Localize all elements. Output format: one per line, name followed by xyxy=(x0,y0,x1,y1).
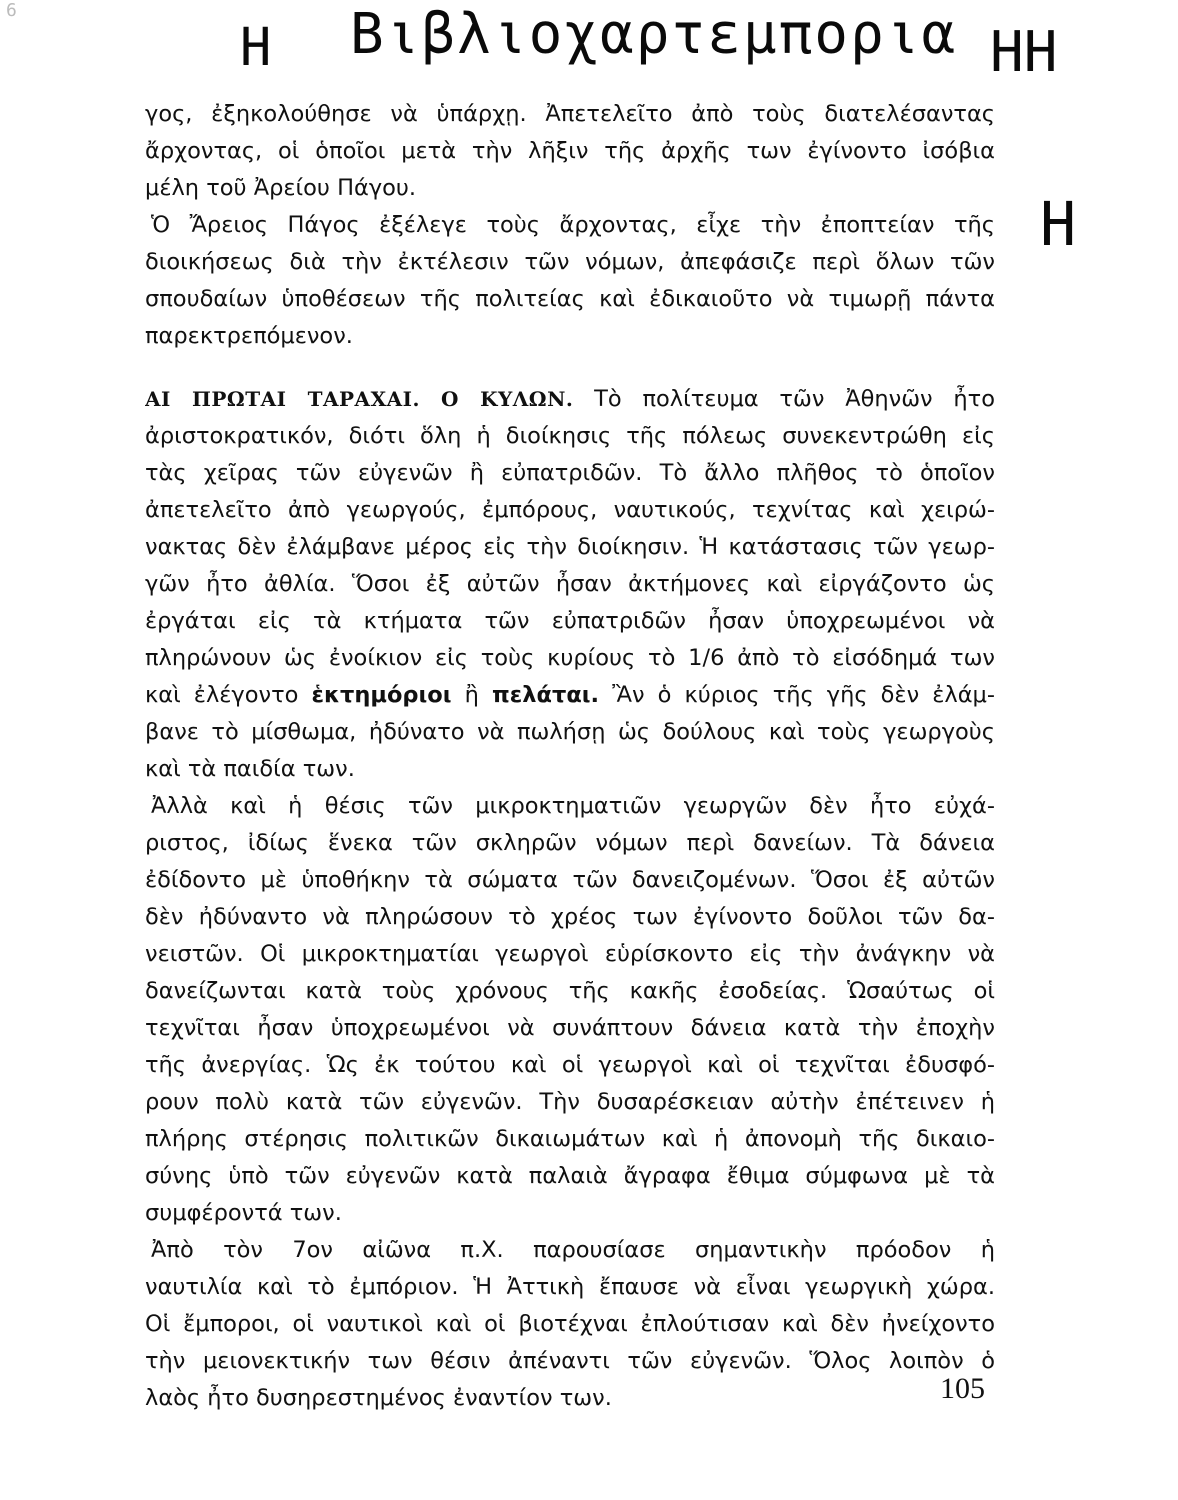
section-first-line-text: Τὸ πολίτευμα τῶν Ἀθηνῶν ἦτο xyxy=(594,386,995,412)
text-line: γος, ἐξηκολούθησε νὰ ὑπάρχῃ. Ἀπετελεῖτο ἀπὸ τοὺς διατελέσαντας xyxy=(145,101,995,127)
section-first-troubles xyxy=(145,381,995,788)
handwritten-title: Βιβλιοχαρτεμπορια xyxy=(350,2,958,67)
text-line: γῶν ἦτο ἀθλία. Ὅσοι ἐξ αὐτῶν ἦσαν ἀκτήμονες καὶ εἰργάζοντο ὡς xyxy=(145,571,995,597)
text-line: ἀπετελεῖτο ἀπὸ γεωργούς, ἐμπόρους, ναυτικούς, τεχνίτας καὶ χειρώ- xyxy=(145,497,995,523)
text-line: παρεκτρεπόμενον. xyxy=(145,323,353,349)
text-line: σύνης ὑπὸ τῶν εὐγενῶν κατὰ παλαιὰ ἄγραφα ἔθιμα σύμφωνα μὲ τὰ xyxy=(145,1163,995,1189)
text-line: ριστος, ἰδίως ἕνεκα τῶν σκληρῶν νόμων περὶ δανείων. Τὰ δάνεια xyxy=(145,830,995,856)
text-line: τὴν μειονεκτικήν των θέσιν ἀπέναντι τῶν εὐγενῶν. Ὅλος λοιπὸν ὁ xyxy=(145,1348,995,1374)
text-fragment: Ἂν ὁ κύριος τῆς γῆς δὲν ἐλάμ- xyxy=(612,682,995,708)
text-line: τὰς χεῖρας τῶν εὐγενῶν ἢ εὐπατριδῶν. Τὸ ἄλλο πλῆθος τὸ ὁποῖον xyxy=(145,460,995,486)
handwritten-right-mark: ΗΗ xyxy=(990,20,1058,85)
section-first-line xyxy=(145,381,995,418)
text-line: Ὁ Ἄρειος Πάγος ἐξέλεγε τοὺς ἄρχοντας, εἶχε τὴν ἐποπτείαν τῆς xyxy=(151,212,995,238)
text-line: ἐδίδοντο μὲ ὑποθήκην τὰ σώματα τῶν δανειζομένων. Ὅσοι ἐξ αὐτῶν xyxy=(145,867,995,893)
text-line: δὲν ἠδύναντο νὰ πληρώσουν τὸ χρέος των ἐγίνοντο δοῦλοι τῶν δα- xyxy=(145,904,995,930)
page-number: 105 xyxy=(940,1372,985,1405)
term-hektemorioi: ἑκτημόριοι xyxy=(311,682,452,708)
text-line: ναυτιλία καὶ τὸ ἐμπόριον. Ἡ Ἀττικὴ ἔπαυσε νὰ εἶναι γεωργικὴ χώρα. xyxy=(145,1274,995,1300)
text-line: ἐργάται εἰς τὰ κτήματα τῶν εὐπατριδῶν ἦσαν ὑποχρεωμένοι νὰ xyxy=(145,608,995,634)
text-line: ἀριστοκρατικόν, διότι ὅλη ἡ διοίκησις τῆς πόλεως συνεκεντρώθη εἰς xyxy=(145,423,995,449)
text-line: νειστῶν. Οἱ μικροκτηματίαι γεωργοὶ εὑρίσκοντο εἰς τὴν ἀνάγκην νὰ xyxy=(145,941,995,967)
text-line: συμφέροντά των. xyxy=(145,1200,342,1226)
text-line: Ἀπὸ τὸν 7ον αἰῶνα π.Χ. παρουσίασε σημαντικὴν πρόοδον ἡ xyxy=(151,1237,995,1263)
text-line: διοικήσεως διὰ τὴν ἐκτέλεσιν τῶν νόμων, ἀπεφάσιζε περὶ ὅλων τῶν xyxy=(145,249,995,275)
text-line: καὶ τὰ παιδία των. xyxy=(145,756,355,782)
text-line: νακτας δὲν ἐλάμβανε μέρος εἰς τὴν διοίκησιν. Ἡ κατάστασις τῶν γεωρ- xyxy=(145,534,995,560)
text-line: ἄρχοντας, οἱ ὁποῖοι μετὰ τὴν λῆξιν τῆς ἀρχῆς των ἐγίνοντο ἰσόβια xyxy=(145,138,995,164)
paragraph-seventh-century xyxy=(145,1232,995,1417)
text-line: πλήρης στέρησις πολιτικῶν δικαιωμάτων καὶ ἡ ἀπονομὴ τῆς δικαιο- xyxy=(145,1126,995,1152)
text-line: δανείζωνται κατὰ τοὺς χρόνους τῆς κακῆς ἐσοδείας. Ὡσαύτως οἱ xyxy=(145,978,995,1004)
handwritten-left-mark: Η xyxy=(240,18,272,78)
paragraph-areopagus-members xyxy=(145,96,995,207)
text-line: ρουν πολὺ κατὰ τῶν εὐγενῶν. Τὴν δυσαρέσκειαν αὐτὴν ἐπέτεινεν ἡ xyxy=(145,1089,995,1115)
text-fragment: καὶ ἐλέγοντο xyxy=(145,682,299,708)
text-line: σπουδαίων ὑποθέσεων τῆς πολιτείας καὶ ἐδικαιοῦτο νὰ τιμωρῇ πάντα xyxy=(145,286,995,312)
page-body xyxy=(145,96,995,1417)
section-heading: ΑΙ ΠΡΩΤΑΙ ΤΑΡΑΧΑΙ. Ο ΚΥΛΩΝ. xyxy=(145,387,574,411)
text-fragment: ἢ xyxy=(464,682,479,708)
term-pelatai: πελάται. xyxy=(491,682,600,708)
handwritten-margin-mark: Η xyxy=(1040,190,1077,260)
text-line: τῆς ἀνεργίας. Ὡς ἐκ τούτου καὶ οἱ γεωργοὶ καὶ οἱ τεχνῖται ἐδυσφό- xyxy=(145,1052,995,1078)
text-line-terms xyxy=(145,677,995,714)
text-line: πληρώνουν ὡς ἐνοίκιον εἰς τοὺς κυρίους τὸ 1/6 ἀπὸ τὸ εἰσόδημά των xyxy=(145,645,995,671)
text-line: Οἱ ἔμποροι, οἱ ναυτικοὶ καὶ οἱ βιοτέχναι ἐπλούτισαν καὶ δὲν ἠνείχοντο xyxy=(145,1311,995,1337)
paragraph-areopagus-powers xyxy=(145,207,995,355)
text-line: βανε τὸ μίσθωμα, ἠδύνατο νὰ πωλήσῃ ὡς δούλους καὶ τοὺς γεωργοὺς xyxy=(145,719,995,745)
corner-pencil-mark: 6 xyxy=(6,0,17,21)
text-line: Ἀλλὰ καὶ ἡ θέσις τῶν μικροκτηματιῶν γεωργῶν δὲν ἦτο εὐχά- xyxy=(151,793,995,819)
text-line: λαὸς ἦτο δυσηρεστημένος ἐναντίον των. xyxy=(145,1385,612,1411)
text-line: τεχνῖται ἦσαν ὑποχρεωμένοι νὰ συνάπτουν δάνεια κατὰ τὴν ἐποχὴν xyxy=(145,1015,995,1041)
text-line: μέλη τοῦ Ἀρείου Πάγου. xyxy=(145,175,417,201)
paragraph-small-farmers xyxy=(145,788,995,1232)
